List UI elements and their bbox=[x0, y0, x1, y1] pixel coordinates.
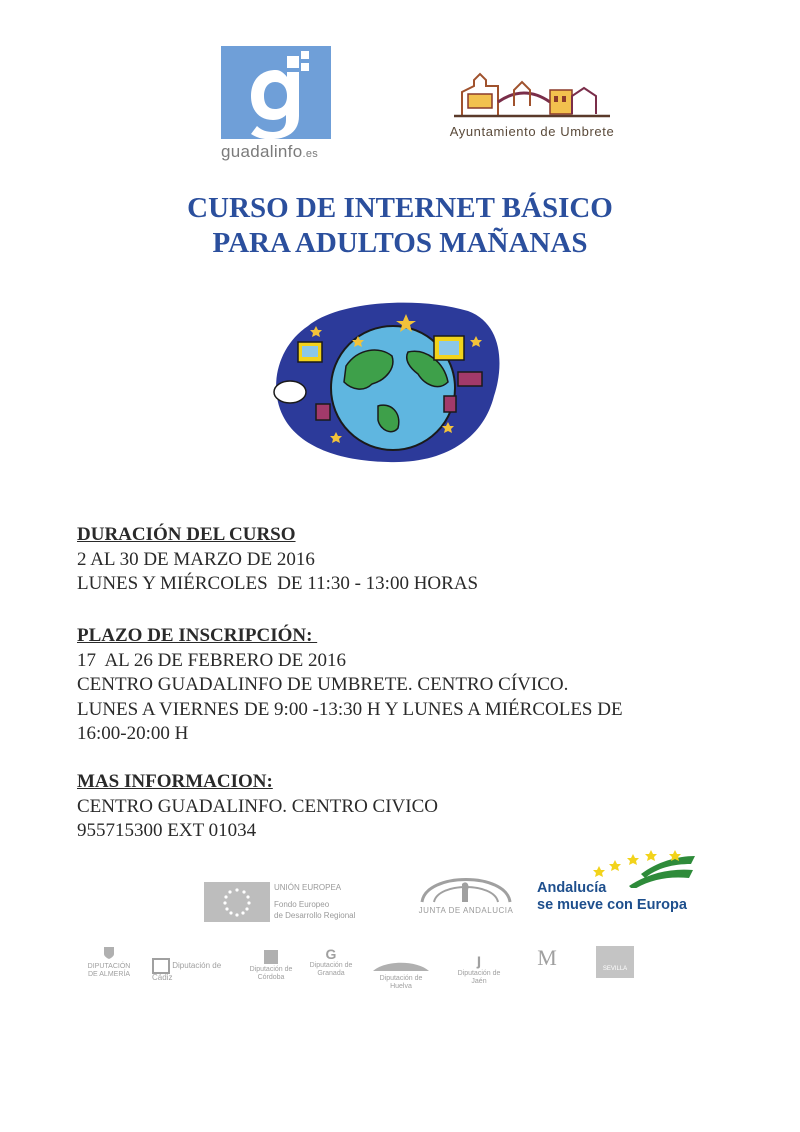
logo-caption: Diputación de Huelva bbox=[379, 975, 423, 990]
section-more-info bbox=[77, 770, 737, 844]
section-line: LUNES Y MIÉRCOLES DE 11:30 - 13:00 HORAS bbox=[77, 573, 479, 594]
diputacion-huelva-logo bbox=[368, 960, 434, 991]
section-line: 955715300 EXT 01034 bbox=[77, 820, 257, 841]
logo-caption: Diputación de Córdoba bbox=[249, 966, 293, 981]
section-line: CENTRO GUADALINFO DE UMBRETE. CENTRO CÍVICO. bbox=[77, 674, 569, 695]
malaga-m-icon: M bbox=[537, 945, 557, 970]
course-title bbox=[100, 191, 700, 261]
section-heading: MAS INFORMACION: bbox=[77, 771, 273, 792]
eu-line-2: de Desarrollo Regional bbox=[274, 911, 356, 920]
andalucia-line-2: se mueve con Europa bbox=[537, 897, 687, 913]
town-hall-icon bbox=[454, 66, 610, 122]
globe-computers-icon bbox=[268, 296, 504, 466]
junta-text: JUNTA DE ANDALUCIA bbox=[418, 906, 514, 915]
junta-andalucia-logo bbox=[402, 862, 530, 928]
diputaciones-logos bbox=[86, 946, 646, 988]
jaen-mark-icon: ȷ bbox=[476, 952, 482, 969]
section-line: CENTRO GUADALINFO. CENTRO CIVICO bbox=[77, 795, 438, 817]
junta-emblem-icon bbox=[402, 862, 530, 906]
logo-caption: SEVILLA bbox=[602, 966, 628, 972]
ayuntamiento-logo bbox=[424, 66, 640, 146]
eu-flag-icon bbox=[204, 882, 270, 922]
section-heading: DURACIÓN DEL CURSO bbox=[77, 524, 296, 545]
title-line-2: PARA ADULTOS MAÑANAS bbox=[212, 227, 588, 259]
almeria-shield-icon bbox=[102, 946, 116, 960]
section-line: LUNES A VIERNES DE 9:00 -13:30 H Y LUNES A MIÉRCOLES DE bbox=[77, 698, 623, 720]
eu-title: UNIÓN EUROPEA bbox=[274, 883, 342, 892]
diputacion-malaga-logo bbox=[522, 946, 572, 970]
diputacion-jaen-logo bbox=[452, 952, 506, 986]
andalucia-europa-logo bbox=[537, 848, 707, 918]
guadalinfo-g-icon bbox=[221, 46, 331, 139]
guadalinfo-logo bbox=[221, 46, 331, 164]
diputacion-cadiz-logo bbox=[152, 958, 232, 982]
diputacion-sevilla-logo bbox=[596, 946, 636, 978]
diputacion-cordoba-logo bbox=[246, 946, 296, 982]
diputacion-almeria-logo bbox=[86, 946, 132, 979]
eu-logo bbox=[204, 882, 364, 924]
section-registration bbox=[77, 624, 737, 747]
section-line: 2 AL 30 DE MARZO DE 2016 bbox=[77, 548, 315, 570]
logo-caption: Diputación de Cádiz bbox=[152, 961, 222, 982]
logo-caption: Diputación de Jaén bbox=[457, 970, 501, 985]
diputacion-granada-logo bbox=[306, 946, 356, 978]
section-heading: PLAZO DE INSCRIPCIÓN: bbox=[77, 625, 318, 646]
section-line: 17 AL 26 DE FEBRERO DE 2016 bbox=[77, 649, 346, 671]
andalucia-line-1: Andalucía bbox=[537, 880, 607, 896]
logo-caption: Diputación de Granada bbox=[309, 962, 353, 977]
huelva-arc-icon bbox=[371, 960, 431, 972]
eu-text bbox=[274, 882, 355, 921]
ayuntamiento-name: Ayuntamiento de Umbrete bbox=[449, 124, 615, 139]
logo-caption: DIPUTACIÓN DE ALMERÍA bbox=[87, 963, 131, 978]
granada-g-icon: G bbox=[325, 946, 337, 962]
section-duration bbox=[77, 523, 737, 597]
section-line: 16:00-20:00 H bbox=[77, 723, 189, 744]
cordoba-mark-icon bbox=[264, 950, 278, 964]
cadiz-mark-icon bbox=[152, 958, 170, 974]
eu-line-1: Fondo Europeo bbox=[274, 900, 330, 909]
guadalinfo-wordmark: guadalinfo.es bbox=[221, 142, 319, 161]
title-line-1: CURSO DE INTERNET BÁSICO bbox=[187, 192, 613, 224]
andalucia-text bbox=[537, 880, 687, 914]
sevilla-badge-icon bbox=[596, 946, 634, 978]
